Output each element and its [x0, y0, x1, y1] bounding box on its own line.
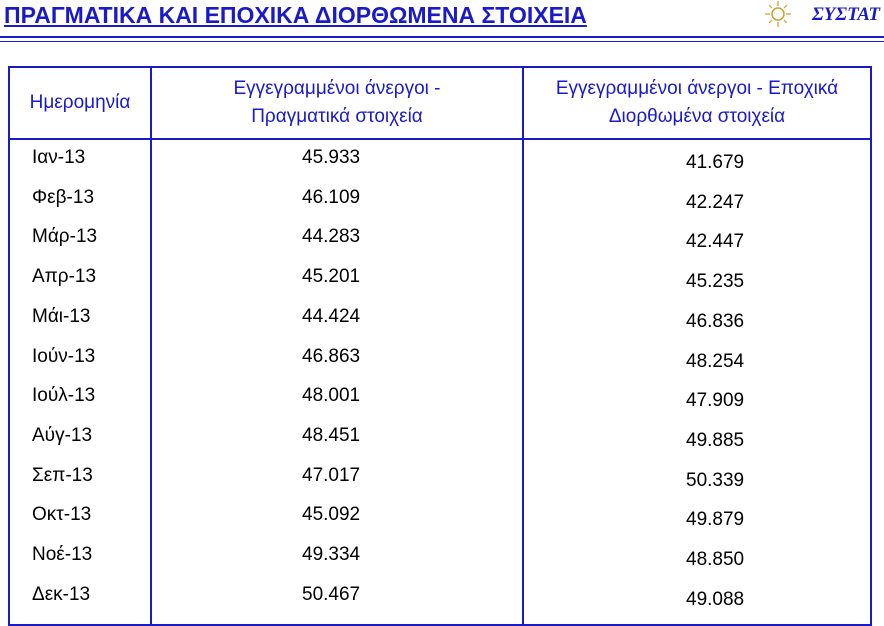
logo-text: ΣΥΣΤΑΤ	[812, 4, 880, 25]
row-date: Φεβ-13	[32, 186, 95, 208]
row-date: Νοέ-13	[32, 544, 93, 565]
row-actual: 44.283	[302, 226, 361, 248]
row-actual: 45.933	[302, 147, 361, 168]
row-seasonal: 49.879	[686, 509, 745, 531]
row-seasonal: 49.885	[686, 429, 745, 451]
row-date: Δεκ-13	[32, 583, 91, 605]
row-actual: 49.334	[302, 544, 361, 565]
row-seasonal: 45.235	[686, 271, 745, 293]
row-seasonal: 49.088	[686, 588, 745, 610]
logo	[758, 0, 882, 28]
row-date: Μάι-13	[32, 305, 91, 327]
row-date: Σεπ-13	[32, 464, 93, 486]
row-date: Οκτ-13	[32, 504, 92, 526]
row-seasonal: 41.679	[686, 152, 745, 173]
row-date: Ιούν-13	[32, 345, 96, 367]
row-date: Απρ-13	[32, 266, 97, 288]
page-title: ΠΡΑΓΜΑΤΙΚΑ ΚΑΙ ΕΠΟΧΙΚΑ ΔΙΟΡΘΩΜΕΝΑ ΣΤΟΙΧΕΙΑ	[4, 2, 587, 28]
row-date: Ιούλ-13	[32, 385, 96, 407]
row-actual: 45.092	[302, 504, 361, 526]
header-actual-label: Εγγεγραμμένοι άνεργοι - Πραγματικά στοιχεία	[233, 78, 441, 127]
column-divider	[522, 68, 524, 624]
row-seasonal: 48.850	[686, 549, 745, 570]
header-divider	[10, 138, 870, 140]
row-seasonal: 47.909	[686, 390, 745, 412]
row-seasonal: 42.247	[686, 191, 745, 213]
title-rule	[0, 36, 884, 38]
row-date: Ιαν-13	[32, 147, 86, 168]
row-actual: 48.451	[302, 424, 361, 446]
header-seasonal-label: Εγγεγραμμένοι άνεργοι - Εποχικά Διορθωμένα στοιχεία	[555, 78, 839, 127]
row-actual: 45.201	[302, 266, 361, 288]
row-actual: 48.001	[302, 385, 361, 407]
row-seasonal: 46.836	[686, 310, 745, 332]
header-date: Ημερομηνία	[29, 92, 131, 113]
column-divider	[150, 68, 152, 624]
sun-logo-icon	[758, 0, 798, 28]
header-seasonal	[524, 68, 870, 138]
row-actual: 46.109	[302, 186, 361, 208]
row-actual: 47.017	[302, 464, 361, 486]
row-actual: 46.863	[302, 345, 361, 367]
row-seasonal: 50.339	[686, 469, 745, 491]
title-rule-thin	[0, 41, 884, 42]
row-seasonal: 42.447	[686, 231, 745, 253]
row-date: Αύγ-13	[32, 424, 93, 446]
data-table	[8, 66, 872, 626]
row-seasonal: 48.254	[686, 350, 745, 372]
header-actual	[152, 68, 522, 138]
row-date: Μάρ-13	[32, 226, 98, 248]
row-actual: 50.467	[302, 583, 361, 605]
row-actual: 44.424	[302, 305, 361, 327]
